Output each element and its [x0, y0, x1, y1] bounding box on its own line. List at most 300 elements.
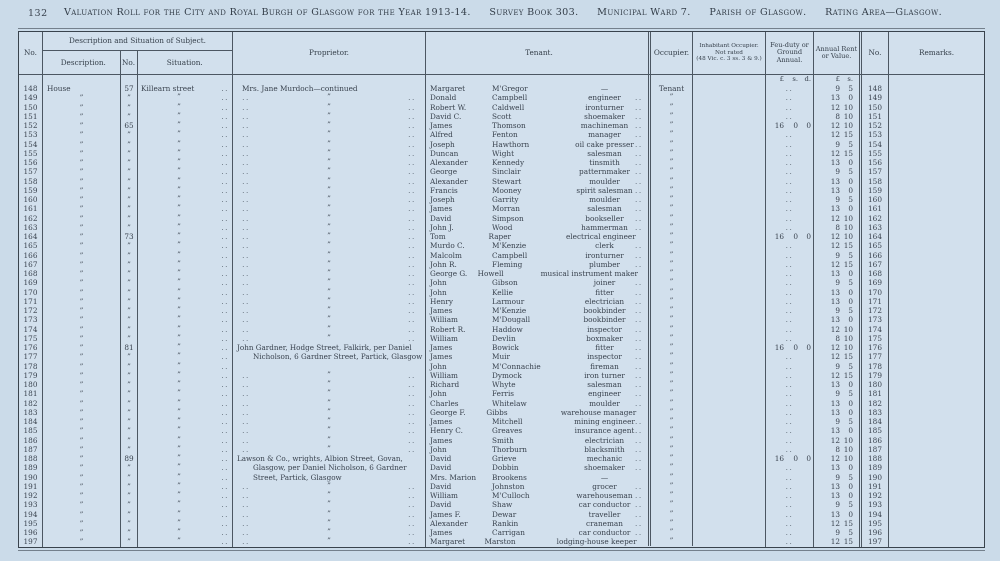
- annual-rent-value: [814, 195, 859, 204]
- occupier-cell: ”: [648, 416, 693, 425]
- ditto-mark: ”: [327, 397, 331, 407]
- occupier-cell: ”: [648, 342, 693, 351]
- house-number-cell: ”: [121, 177, 138, 186]
- leader-dots: ..: [635, 287, 643, 297]
- tenant-first-name: David: [430, 454, 452, 463]
- tenant-occupation: salesman: [587, 204, 622, 214]
- feu-pence: 0: [806, 232, 811, 241]
- proprietor-text: Lawson & Co., wrights, Albion Street, Govan, Glasgow, per Daniel Nicholson, 6 Gardner Street, Partick, Glasgow: [237, 454, 407, 482]
- ditto-mark: ”: [327, 499, 331, 509]
- tenant-cell: [426, 436, 648, 445]
- leader-dots: ..: [635, 463, 643, 473]
- annual-rent-value: [814, 408, 859, 417]
- occupier-cell: ”: [648, 536, 693, 545]
- pound-sign: £: [779, 75, 784, 83]
- rent-shillings: 15: [843, 370, 853, 380]
- inhabitant-occupier-cell: [693, 417, 766, 426]
- description-cell: ”: [43, 297, 121, 306]
- tenant-surname: Dewar: [492, 509, 517, 519]
- rent-shillings: 5: [848, 195, 853, 204]
- tenant-occupation: joiner: [593, 278, 616, 288]
- tenant-first-name: William: [430, 370, 458, 380]
- annual-rent-value: [814, 251, 859, 260]
- inhabitant-occupier-cell: [693, 325, 766, 334]
- leader-dots: ..: [221, 148, 229, 158]
- row-number-left: 196: [19, 528, 43, 537]
- house-number-cell: ”: [121, 241, 138, 250]
- inhabitant-occupier-cell: [693, 241, 766, 250]
- leader-dots: ..: [242, 389, 250, 399]
- house-number-cell: ”: [121, 417, 138, 426]
- leader-dots: ..: [408, 509, 416, 519]
- tenant-first-name: James: [430, 204, 453, 214]
- annual-rent-cell: [814, 84, 859, 93]
- tenant-surname: Hawthorn: [492, 139, 530, 149]
- leader-dots: ..: [408, 296, 416, 306]
- feu-pence: 0: [806, 343, 811, 352]
- leader-dots: ..: [408, 222, 416, 232]
- tenant-cell: [426, 288, 648, 297]
- proprietor-cell: [233, 454, 426, 482]
- rent-shillings: 10: [843, 121, 853, 130]
- header-tenant: Tenant.: [525, 48, 553, 57]
- remarks-cell: [889, 112, 984, 121]
- rent-pounds: 13: [830, 158, 840, 167]
- tenant-first-name: George G.: [430, 269, 468, 278]
- ditto-mark: ”: [177, 258, 181, 268]
- feu-duty-cell: [766, 177, 814, 186]
- tenant-cell: [426, 389, 648, 398]
- annual-rent-cell: [814, 417, 859, 426]
- leader-dots: ..: [221, 269, 229, 278]
- annual-rent-cell: [814, 362, 859, 371]
- leader-dots: ..: [408, 213, 416, 223]
- row-number-right: 193: [859, 500, 889, 509]
- row-number-right: 188: [859, 454, 889, 463]
- row-number-right: 186: [859, 436, 889, 445]
- leader-dots: ..: [221, 426, 229, 436]
- row-number-right: 158: [859, 177, 889, 186]
- annual-rent-cell: [814, 436, 859, 445]
- row-number-right: 160: [859, 195, 889, 204]
- tenant-surname: Shaw: [492, 500, 513, 510]
- leader-dots: ..: [221, 232, 229, 241]
- remarks-cell: [889, 260, 984, 269]
- valuation-table-wrap: [18, 28, 985, 551]
- rent-shillings: 15: [843, 352, 853, 362]
- leader-dots: ..: [635, 370, 643, 380]
- house-number-cell: 89: [121, 454, 138, 463]
- rent-pounds: 13: [830, 287, 840, 297]
- tenant-cell: [426, 510, 648, 519]
- house-number-cell: ”: [121, 436, 138, 445]
- inhabitant-occupier-cell: [693, 519, 766, 528]
- tenant-cell: [426, 445, 648, 454]
- leader-dots: ..: [408, 111, 416, 121]
- rent-shillings: 10: [843, 454, 853, 463]
- leader-dots: ..: [242, 491, 250, 500]
- ditto-mark: ”: [327, 184, 331, 194]
- tenant-first-name: John: [430, 287, 447, 297]
- annual-rent-value: [814, 528, 859, 537]
- leader-dots: ..: [221, 398, 229, 408]
- rent-shillings: 0: [848, 204, 853, 214]
- inhabitant-occupier-cell: [693, 352, 766, 361]
- description-cell: ”: [43, 195, 121, 204]
- ditto-mark: ”: [327, 240, 331, 250]
- tenant-cell: [426, 537, 648, 546]
- proprietor-cell: [233, 334, 426, 343]
- ditto-mark: ”: [177, 120, 181, 129]
- inhabitant-occupier-cell: [693, 93, 766, 102]
- house-number-cell: ”: [121, 269, 138, 278]
- leader-dots: ..: [635, 93, 643, 103]
- annual-rent-cell: [814, 167, 859, 176]
- tenant-cell: [426, 371, 648, 380]
- remarks-cell: [889, 463, 984, 472]
- feu-duty-cell: [766, 380, 814, 389]
- leader-dots: ..: [785, 148, 794, 158]
- feu-duty-cell: [766, 334, 814, 343]
- leader-dots: ..: [242, 121, 250, 130]
- tenant-first-name: George F.: [430, 407, 466, 417]
- remarks-cell: [889, 417, 984, 426]
- leader-dots: ..: [221, 389, 229, 399]
- row-number-left: 194: [19, 510, 43, 519]
- row-number-left: 183: [19, 408, 43, 417]
- row-number-right: 175: [859, 334, 889, 343]
- house-number-cell: ”: [121, 278, 138, 287]
- rent-shillings: 0: [848, 287, 853, 297]
- rent-shillings: 5: [848, 167, 853, 177]
- inhabitant-occupier-cell: [693, 528, 766, 537]
- description-cell: ”: [43, 269, 121, 278]
- row-number-left: 180: [19, 380, 43, 389]
- rent-pounds: 13: [830, 509, 840, 519]
- ditto-mark: ”: [177, 203, 181, 213]
- tenant-surname: Larmour: [492, 296, 525, 306]
- row-number-right: 153: [859, 130, 889, 139]
- occupier-cell: ”: [648, 157, 693, 166]
- leader-dots: ..: [785, 287, 794, 297]
- occupier-cell: ”: [648, 333, 693, 342]
- leader-dots: ..: [785, 158, 794, 167]
- tenant-surname: Raper: [488, 232, 512, 241]
- remarks-cell: [889, 325, 984, 334]
- tenant-surname: Campbell: [492, 250, 528, 260]
- description-cell: ”: [43, 408, 121, 417]
- tenant-first-name: John: [430, 444, 447, 454]
- annual-rent-value: [814, 140, 859, 149]
- feu-duty-cell: [766, 140, 814, 149]
- row-number-right: 185: [859, 426, 889, 435]
- ditto-mark: ”: [327, 194, 331, 203]
- header-annual-rent: Annual Rent or Value.: [815, 44, 858, 60]
- feu-duty-cell: [766, 112, 814, 121]
- feu-duty-cell: [766, 463, 814, 472]
- remarks-cell: [889, 251, 984, 260]
- inhabitant-occupier-cell: [693, 473, 766, 482]
- leader-dots: ..: [242, 222, 250, 232]
- header-occupier: Occupier.: [648, 32, 693, 74]
- feu-duty-value: [766, 454, 813, 463]
- tenant-occupation: patternmaker: [579, 167, 630, 177]
- feu-duty-cell: [766, 417, 814, 426]
- feu-duty-cell: [766, 371, 814, 380]
- tenant-surname: M'Gregor: [492, 84, 528, 93]
- row-number-right: 155: [859, 149, 889, 158]
- tenant-cell: [426, 473, 648, 482]
- remarks-cell: [889, 537, 984, 546]
- annual-rent-value: [814, 84, 859, 93]
- tenant-occupation: lodging-house keeper: [556, 537, 637, 547]
- tenant-occupation: fitter: [595, 343, 614, 352]
- leader-dots: ..: [635, 324, 643, 334]
- description-cell: ”: [43, 482, 121, 491]
- annual-rent-cell: [814, 537, 859, 546]
- row-number-right: 169: [859, 278, 889, 287]
- annual-rent-value: [814, 491, 859, 500]
- tenant-first-name: Tom: [430, 232, 446, 241]
- ditto-mark: ”: [177, 536, 181, 546]
- tenant-cell: [426, 325, 648, 334]
- leader-dots: ..: [408, 481, 416, 491]
- remarks-cell: [889, 93, 984, 102]
- leader-dots: ..: [408, 407, 416, 417]
- feu-duty-cell: [766, 491, 814, 500]
- leader-dots: ..: [785, 491, 794, 500]
- rent-pounds: 12: [830, 130, 840, 140]
- row-number-left: 162: [19, 214, 43, 223]
- description-cell: ”: [43, 149, 121, 158]
- feu-duty-cell: [766, 186, 814, 195]
- occupier-cell: ”: [648, 213, 693, 222]
- ditto-mark: ”: [327, 305, 331, 314]
- leader-dots: ..: [785, 361, 794, 371]
- tenant-first-name: William: [430, 491, 458, 500]
- tenant-cell: [426, 251, 648, 260]
- rent-shillings: 10: [843, 435, 853, 445]
- ditto-mark: ”: [327, 258, 331, 268]
- tenant-first-name: James: [430, 435, 453, 445]
- ditto-mark: ”: [327, 425, 331, 435]
- leader-dots: ..: [221, 454, 229, 463]
- leader-dots: ..: [635, 296, 643, 306]
- leader-dots: ..: [635, 148, 643, 158]
- annual-rent-value: [814, 352, 859, 361]
- remarks-cell: [889, 186, 984, 195]
- remarks-cell: [889, 510, 984, 519]
- row-number-right: 174: [859, 325, 889, 334]
- occupier-cell: ”: [648, 379, 693, 388]
- leader-dots: ..: [408, 315, 416, 325]
- rent-shillings: 0: [848, 491, 853, 500]
- row-number-right: 180: [859, 380, 889, 389]
- leader-dots: ..: [242, 102, 250, 112]
- remarks-cell: [889, 306, 984, 315]
- rent-pounds: 13: [830, 315, 840, 325]
- rent-shillings: 0: [848, 463, 853, 473]
- house-number-cell: ”: [121, 103, 138, 112]
- tenant-cell: [426, 463, 648, 472]
- ditto-mark: ”: [177, 314, 181, 324]
- annual-rent-cell: [814, 223, 859, 232]
- occupier-cell: ”: [648, 314, 693, 323]
- description-cell: ”: [43, 167, 121, 176]
- annual-rent-cell: [814, 186, 859, 195]
- tenant-cell: [426, 426, 648, 435]
- tenant-occupation: blacksmith: [584, 444, 625, 454]
- ditto-mark: ”: [177, 406, 181, 416]
- remarks-cell: [889, 362, 984, 371]
- leader-dots: ..: [785, 444, 794, 454]
- feu-duty-cell: [766, 103, 814, 112]
- leader-dots: ..: [221, 417, 229, 426]
- remarks-cell: [889, 454, 984, 463]
- row-number-left: 184: [19, 417, 43, 426]
- leader-dots: ..: [221, 509, 229, 519]
- row-number-left: 178: [19, 362, 43, 371]
- tenant-occupation: —: [600, 472, 609, 482]
- house-number-cell: ”: [121, 500, 138, 509]
- row-number-left: 186: [19, 436, 43, 445]
- ditto-mark: ”: [177, 157, 181, 166]
- inhabitant-occupier-cell: [693, 454, 766, 463]
- rent-pounds: 12: [830, 102, 840, 112]
- house-number-cell: 81: [121, 343, 138, 352]
- ditto-mark: ”: [177, 332, 181, 342]
- remarks-cell: [889, 408, 984, 417]
- leader-dots: ..: [221, 361, 229, 371]
- ditto-mark: ”: [327, 406, 331, 416]
- page-title: [64, 7, 942, 21]
- feu-duty-cell: [766, 445, 814, 454]
- leader-dots: ..: [242, 518, 250, 528]
- leader-dots: ..: [221, 241, 229, 251]
- annual-rent-cell: [814, 121, 859, 130]
- inhabitant-occupier-cell: [693, 158, 766, 167]
- leader-dots: ..: [785, 426, 794, 436]
- feu-duty-value: [766, 343, 813, 352]
- tenant-first-name: Murdo C.: [430, 241, 465, 251]
- tenant-occupation: ironturner: [585, 250, 624, 260]
- feu-duty-cell: [766, 325, 814, 334]
- leader-dots: ..: [408, 241, 416, 251]
- remarks-cell: [889, 352, 984, 361]
- rent-shillings: 0: [848, 407, 853, 417]
- ditto-mark: ”: [327, 249, 331, 259]
- rent-pounds: 8: [835, 333, 840, 343]
- feu-duty-cell: [766, 510, 814, 519]
- inhabitant-occupier-cell: [693, 130, 766, 139]
- tenant-first-name: William: [430, 315, 458, 325]
- row-number-right: 166: [859, 251, 889, 260]
- leader-dots: ..: [408, 158, 416, 167]
- ditto-mark: ”: [327, 129, 331, 139]
- inhabitant-occupier-cell: [693, 288, 766, 297]
- house-number-cell: ”: [121, 325, 138, 334]
- leader-dots: ..: [635, 361, 643, 371]
- feu-duty-cell: [766, 288, 814, 297]
- tenant-cell: [426, 362, 648, 371]
- leader-dots: ..: [221, 102, 229, 112]
- leader-dots: ..: [785, 296, 794, 306]
- house-number-cell: ”: [121, 371, 138, 380]
- leader-dots: ..: [785, 167, 794, 177]
- tenant-first-name: James: [430, 121, 453, 130]
- leader-dots: ..: [242, 213, 250, 223]
- house-number-cell: ”: [121, 519, 138, 528]
- tenant-surname: Greaves: [492, 426, 523, 436]
- ditto-mark: ”: [327, 443, 331, 453]
- row-number-left: 190: [19, 473, 43, 482]
- leader-dots: ..: [242, 370, 250, 380]
- leader-dots: ..: [221, 491, 229, 500]
- inhabitant-occupier-cell: [693, 186, 766, 195]
- remarks-cell: [889, 269, 984, 278]
- tenant-occupation: engineer: [588, 93, 621, 103]
- leader-dots: ..: [785, 269, 794, 278]
- leader-dots: ..: [408, 232, 416, 241]
- rent-pounds: 12: [830, 435, 840, 445]
- leader-dots: ..: [408, 426, 416, 436]
- annual-rent-value: [814, 519, 859, 528]
- tenant-occupation: electrical engineer: [565, 232, 636, 241]
- tenant-cell: [426, 380, 648, 389]
- row-number-right: 195: [859, 519, 889, 528]
- description-cell: ”: [43, 241, 121, 250]
- annual-rent-value: [814, 463, 859, 472]
- situation-cell: [138, 537, 233, 546]
- occupier-cell: ”: [648, 129, 693, 138]
- leader-dots: ..: [242, 407, 250, 417]
- inhabitant-occupier-cell: [693, 380, 766, 389]
- leader-dots: ..: [408, 324, 416, 334]
- house-number-cell: ”: [121, 491, 138, 500]
- rent-shillings: 10: [843, 213, 853, 223]
- feu-duty-cell: [766, 306, 814, 315]
- ditto-mark: ”: [177, 453, 181, 462]
- leader-dots: ..: [635, 259, 643, 269]
- ditto-mark: ”: [327, 286, 331, 296]
- ditto-mark: ”: [327, 221, 331, 231]
- occupier-cell: ”: [648, 176, 693, 185]
- leader-dots: ..: [635, 102, 643, 112]
- tenant-surname: M'Kenzie: [492, 241, 527, 251]
- title-parish: Parish of Glasgow.: [709, 7, 807, 18]
- occupier-cell: ”: [648, 240, 693, 249]
- remarks-cell: [889, 334, 984, 343]
- description-cell: ”: [43, 389, 121, 398]
- tenant-occupation: fitter: [595, 287, 614, 297]
- ditto-mark: ”: [177, 166, 181, 176]
- house-number-cell: ”: [121, 315, 138, 324]
- inhabitant-occupier-cell: [693, 463, 766, 472]
- leader-dots: ..: [242, 444, 250, 454]
- annual-rent-cell: [814, 278, 859, 287]
- inhabitant-occupier-cell: [693, 223, 766, 232]
- ditto-mark: ”: [327, 388, 331, 398]
- row-number-left: 193: [19, 500, 43, 509]
- occupier-cell: ”: [648, 435, 693, 444]
- ditto-mark: ”: [327, 203, 331, 213]
- occupier-cell: ”: [648, 166, 693, 175]
- leader-dots: ..: [221, 250, 229, 260]
- rent-pounds: 12: [830, 537, 840, 547]
- rent-shillings: 10: [843, 232, 853, 241]
- tenant-occupation: clerk: [595, 241, 614, 251]
- rent-shillings: 10: [843, 111, 853, 121]
